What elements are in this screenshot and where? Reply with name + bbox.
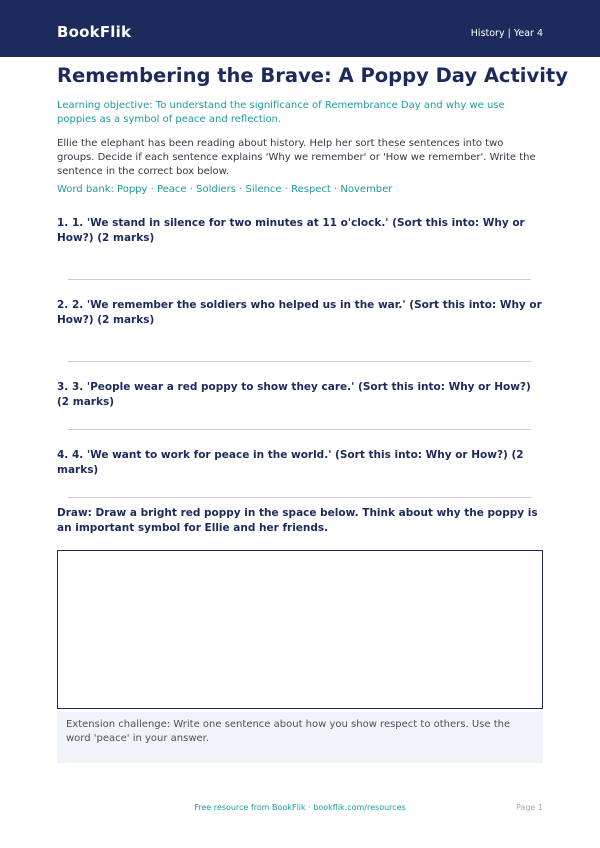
header-bar [0, 0, 600, 57]
subject-year-label: History | Year 4 [470, 28, 543, 39]
intro-text: Ellie the elephant has been reading about history. Help her sort these sentences into two groups. Decide if each sentence explains 'Why we remember' or 'How we remember'. Write the sentence in the correct box below. [57, 138, 536, 177]
answer-line-4[interactable] [68, 497, 531, 498]
extension-box [57, 712, 543, 763]
drawing-box[interactable] [57, 550, 543, 709]
footer-resource-link[interactable]: Free resource from BookFlik · bookflik.com/resources [194, 803, 406, 812]
draw-prompt: Draw: Draw a bright red poppy in the space below. Think about why the poppy is an important symbol for Ellie and her friends. [57, 507, 538, 534]
learning-objective: Learning objective: To understand the significance of Remembrance Day and why we use poppies as a symbol of peace and reflection. [57, 100, 505, 125]
question-3: 3. 3. 'People wear a red poppy to show they care.' (Sort this into: Why or How?) (2 marks) [57, 381, 531, 408]
question-1: 1. 1. 'We stand in silence for two minutes at 11 o'clock.' (Sort this into: Why or How?) (2 marks) [57, 217, 525, 244]
answer-line-3[interactable] [68, 429, 531, 430]
answer-line-2[interactable] [68, 361, 531, 362]
page-number: Page 1 [516, 803, 543, 812]
brand-logo: BookFlik [57, 23, 132, 41]
question-2: 2. 2. 'We remember the soldiers who helped us in the war.' (Sort this into: Why or How?) (2 marks) [57, 299, 542, 326]
question-4: 4. 4. 'We want to work for peace in the world.' (Sort this into: Why or How?) (2 marks) [57, 449, 524, 476]
word-bank: Word bank: Poppy · Peace · Soldiers · Silence · Respect · November [57, 184, 393, 195]
extension-text: Extension challenge: Write one sentence about how you show respect to others. Use the word 'peace' in your answer. [66, 719, 511, 744]
worksheet-title: Remembering the Brave: A Poppy Day Activity [57, 64, 568, 87]
answer-line-1[interactable] [68, 279, 531, 280]
